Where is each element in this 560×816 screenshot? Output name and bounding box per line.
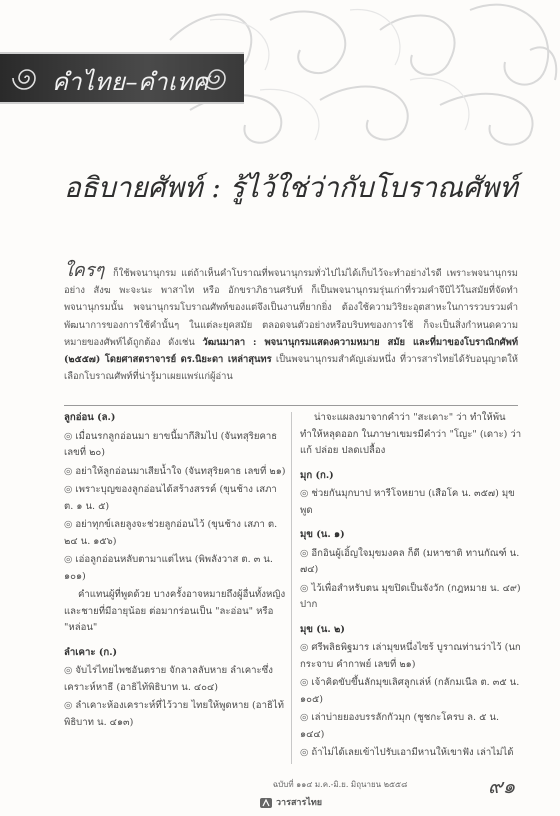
column-divider [291,412,292,764]
bullet-icon: ◎ [64,700,73,711]
example-text: เพราะบุญของลูกอ่อนได้สร้างสรรค์ (ขุนช้าง เสภา ต. ๑ น. ๕) [64,484,277,512]
entry-example [300,745,522,762]
bullet-icon: ◎ [64,430,73,442]
issue-info: ฉบับที่ ๑๑๔ ม.ค.-มิ.ย. มิถุนายน ๒๕๕๘ [272,780,408,789]
example-text: เจ้าคิดขับขึ้นลักมุขเลิศลูกเล่ห์ (กลักมเนีล ต. ๓๕ น. ๑๐๕) [300,677,520,705]
entry-headword: ลูกอ่อน (ล.) [64,412,116,423]
bullet-icon: ◎ [300,547,309,559]
example-text: จับไร่ไทยไพชอันตราย จักลาลลับหาย ลำเคาะซึ่งเคราะห์หาธี (อาธิไท้พิธิบาท น. ๔๐๔) [64,665,273,693]
example-text: เอ่อลูกอ่อนหลับตามาแต่ไหน (พิพลังวาส ต. ๓ น. ๑๐๑) [64,554,273,582]
entry-headword: มุก (ก.) [300,469,334,481]
entry-example [64,552,286,585]
page-number: ๙๑ [488,774,516,798]
bullet-icon: ◎ [300,488,309,499]
example-text: อีกอินผู้เอิ้ญใจมุขมงคล ก็ดี (มหาชาติ ทานกัณฑ์ น. ๗๔) [300,547,520,575]
entry-example [300,581,522,614]
example-text: ช่วยกันมุกบาป หารีโจหยาบ (เสือโค น. ๓๕๗) มุข พูด [300,488,515,516]
magazine-logo-text: วารสารไทย [276,798,323,808]
entry-example [64,698,286,731]
bullet-icon: ◎ [64,554,73,565]
entry-example [64,464,286,481]
bullet-icon: ◎ [64,465,73,477]
entry-example [300,486,522,519]
bullet-icon: ◎ [300,582,309,594]
bullet-icon: ◎ [64,665,73,676]
entry-headword: มุข (น. ๑) [300,529,345,540]
entry-example [300,640,522,673]
entry-example [64,429,286,462]
entry-definition: คำแทนผู้ที่พูดด้วย บางครั้งอาจหมายถึงผู้อื่นทั้งหญิงและชายที่มีอายุน้อย ต่อมากร่อนเป็น "ละอ่อน" หรือ "หล่อน" [64,589,286,633]
entry-example [300,546,522,579]
left-column [64,408,286,733]
entry-example [64,517,286,550]
entry-example [64,663,286,696]
example-text: ถ้าไม่ได้เลยเข้าไปรับเอามีหานให้เขาฟัง เล่าไม่ได้ [311,747,514,758]
example-text: เมื่อนรกลูกอ่อนมา ยาขนี้มากีสิมไป (จันทสุริยคาธ เลขที่ ๒๐) [64,430,278,458]
spiral-ornament-icon [8,60,46,96]
example-text: ไว้เพื่อสำหรับตน มุขปิดเป็นจังวัก (กฎหมาย น. ๔๙) ปาก [300,582,521,610]
entry-headword: มุข (น. ๒) [300,623,345,635]
right-column [300,408,522,764]
spiral-ornament-icon [198,60,236,96]
intro-lead-word: ใครๆ [64,260,105,281]
example-text: ลำเคาะห้องเคราะห์ที่ไว้วาย ไทยให้พูดหาย (อาธิไท้พิธิบาท น. ๔๑๓) [64,700,284,728]
entry-example [64,482,286,515]
section-banner [0,52,244,104]
section-title: คำไทย–คำเทศ [52,68,209,96]
bullet-icon: ◎ [300,712,309,723]
bullet-icon: ◎ [64,484,73,495]
article-title: อธิบายศัพท์ : รู้ไว้ใช่ว่ากับโบราณศัพท์ [64,171,518,204]
bullet-icon: ◎ [300,747,309,758]
example-text: เล่าบ่ายยองบรรลักกัวมุก (ชูชกะโครบ ล. ๕ น. ๑๔๔) [300,712,500,740]
bullet-icon: ◎ [300,677,309,688]
entry-headword: ลำเคาะ (ก.) [64,646,118,658]
bullet-icon: ◎ [300,642,309,653]
entry-example [300,710,522,743]
intro-text: ก็ใช้พจนานุกรม แต่ถ้าเห็นคำโบราณที่พจนานุกรมทั่วไปไม่ได้เก็บไว้จะทำอย่างไรดี เพราะพจนานุกรมอย่าง สังฆ พะจะนะ พาสาไท หรือ อักขราภิธานศรับท์ ก็เป็นพจนานุกรมรุ่นเก่าที่รวมคำจีบิไว้ในสมัยที่จัดทำพจนานุกรมนั้น พจนานุกรมโบราณศัพท์ของแต่จึงเป็นงานที่ยากยิ่ง ต้องใช้ความวิริยะอุตสาหะในการรวบรวมคำ พัฒนาการของการใช้คำนั้นๆ ในแต่ละยุคสมัย ตลอดจนตัวอย่างหรือบริบทของการใช้ ก็จะเป็นสิ่งกำหนดความหมายของศัพท์ได้ถูกต้อง ดังเช่น [64,268,518,348]
divider [64,405,518,406]
entry-definition: น่าจะแผลงมาจากคำว่า "สะเดาะ" ว่า ทำให้พ้นทำให้หลุดออก ในภาษาเขมรมีคำว่า "โญะ" (เดาะ) ว่า แก้ ปล่อย ปลดเปลื้อง [300,412,522,456]
intro-book-title: วัฒนมาลา : พจนานุกรมแสดงความหมาย สมัย และที่มาของโบราณิกศัพท์ (๒๕๕๗) โดยศาสตราจารย์ ดร.นิยะดา เหล่าสุนทร [64,336,518,366]
bullet-icon: ◎ [64,519,73,530]
example-text: อย่าให้ลูกอ่อนมาเสียน้ำใจ (จันทสุริยคาธ เลขที่ ๒๑) [75,465,286,477]
example-text: อย่าทุกข์เลยลูงจะช่วยลูกอ่อนไว้ (ขุนช้าง เสภา ต. ๒๔ น. ๑๕๖) [64,519,278,547]
intro-paragraph [64,262,518,385]
intro-text-end: เป็นพจนานุกรมสำคัญเล่มหนึ่ง ที่วารสารไทยได้รับอนุญาตให้เลือกโบราณศัพท์ที่น่ารู้มาเผยแพร่แก่ผู้อ่าน [64,354,518,383]
entry-example [300,675,522,708]
example-text: ศรีพลิธพิฐมาร เล่ามุขหนึ่งไซร้ บูราณท่านว่าไว้ (นกกระจาบ คำกาพย์ เลขที่ ๒๑) [300,642,521,670]
